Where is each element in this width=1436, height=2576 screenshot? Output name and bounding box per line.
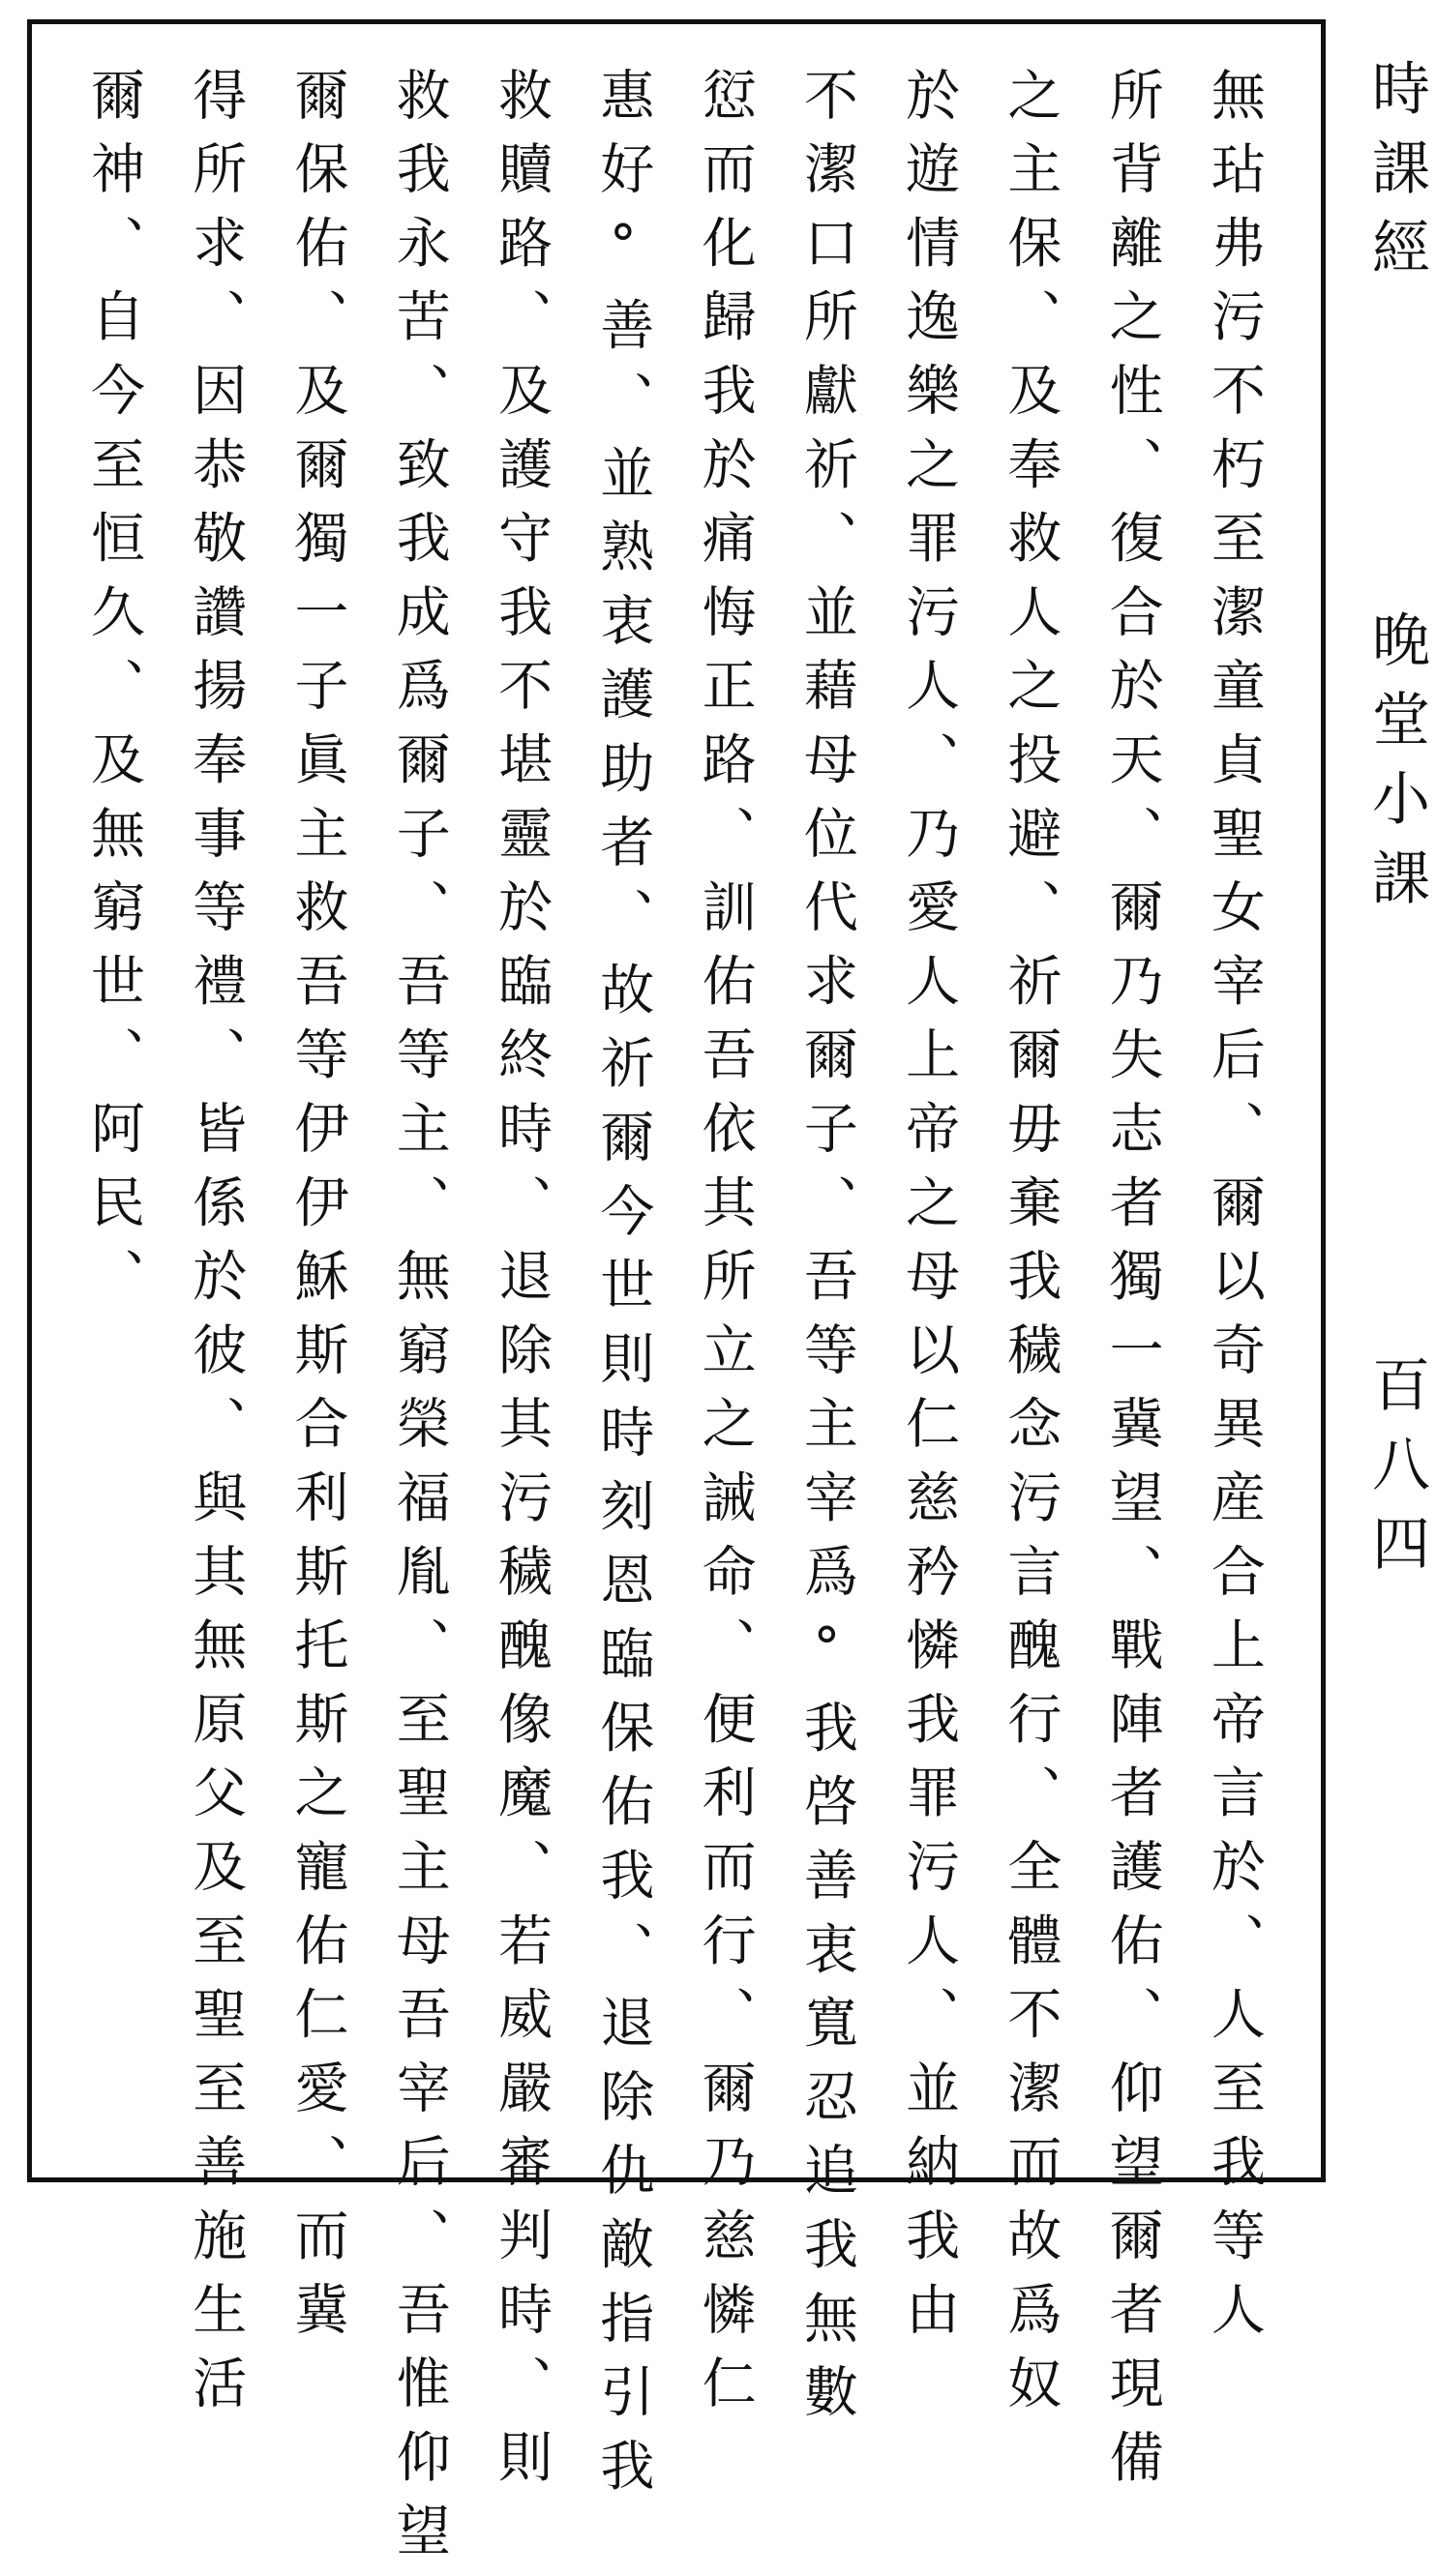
text-column-1: 無玷弗污不朽至潔童貞聖女宰后、爾以奇異産合上帝言於、人至我等人 [1202,67,1266,2355]
text-column-9: 救我永苦、致我成爲爾子、吾等主、無窮榮福胤、至聖主母吾宰后、吾惟仰望 [387,67,451,2576]
text-column-2: 所背離之性、復合於天、爾乃失志者獨一冀望、戰陣者護佑、仰望爾者現備 [1100,67,1164,2502]
book-title: 時課經 [1362,58,1430,296]
text-column-7: 惠好°善、並熟衷護助者、故祈爾今世則時刻恩臨保佑我、退除仇敵指引我 [591,67,655,2511]
page-number: 百八四 [1362,1354,1430,1592]
text-column-12: 爾神、自今至恒久、及無窮世、阿民、 [82,67,145,1322]
text-column-3: 之主保、及奉救人之投避、祈爾毋棄我穢念污言醜行、全體不潔而故爲奴 [999,67,1062,2429]
text-column-4: 於遊情逸樂之罪污人、乃愛人上帝之母以仁慈矜憐我罪污人、並納我由 [897,67,961,2355]
text-column-6: 愆而化歸我於痛悔正路、訓佑吾依其所立之誡命、便利而行、爾乃慈憐仁 [693,67,757,2429]
main-text [32,24,1321,2576]
text-column-10: 爾保佑、及爾獨一子眞主救吾等伊伊穌斯合利斯托斯之寵佑仁愛、而冀 [285,67,349,2355]
text-column-11: 得所求、因恭敬讚揚奉事等禮、皆係於彼、與其無原父及至聖至善施生活 [184,67,248,2429]
text-column-5: 不潔口所獻祈、並藉母位代求爾子、吾等主宰爲°我啓善衷寬忍追我無數 [794,67,858,2438]
text-column-8: 救贖路、及護守我不堪靈於臨終時、退除其污穢醜像魔、若威嚴審判時、則 [490,67,553,2502]
section-title: 晚堂小課 [1362,609,1430,927]
text-frame [27,19,1326,2576]
page-margin [1345,0,1432,2204]
